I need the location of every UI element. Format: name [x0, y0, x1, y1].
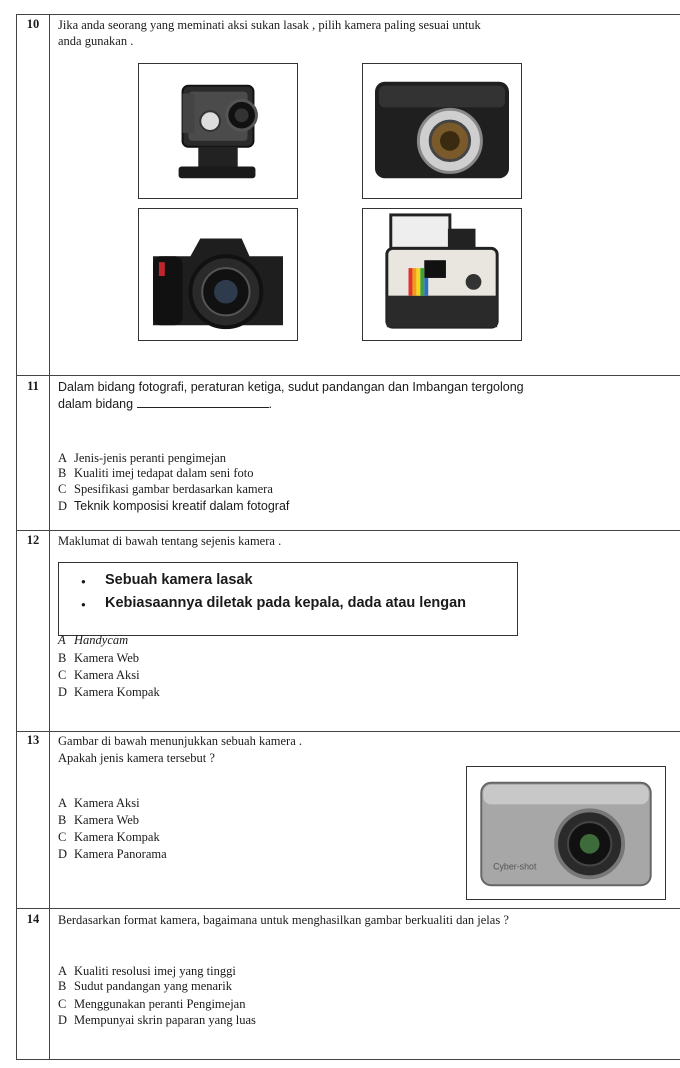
instant-camera-image[interactable]: [362, 208, 522, 341]
option-a[interactable]: [58, 795, 140, 811]
question-text: Gambar di bawah menunjukkan sebuah kamera .: [58, 734, 303, 748]
option-text: Sudut pandangan yang menarik: [74, 979, 232, 993]
option-d[interactable]: [58, 1012, 256, 1028]
option-text: Menggunakan peranti Pengimejan: [74, 997, 246, 1011]
row-divider: [16, 908, 680, 909]
compact-camera-image[interactable]: [362, 63, 522, 199]
option-c[interactable]: [58, 996, 245, 1012]
action-camera-icon: [139, 64, 297, 198]
info-bullet: ● Sebuah kamera lasak: [105, 572, 253, 588]
question-text: anda gunakan .: [58, 34, 134, 48]
option-letter: A: [58, 796, 68, 810]
option-text: Kamera Web: [74, 651, 140, 665]
question-text: Jika anda seorang yang meminati aksi sukan lasak , pilih kamera paling sesuai untuk: [58, 18, 481, 32]
option-letter: C: [58, 997, 67, 1011]
option-letter: D: [58, 685, 68, 699]
question-number: 10: [26, 17, 40, 31]
option-c[interactable]: [58, 829, 160, 845]
option-letter: C: [58, 668, 67, 682]
question-text: .: [268, 397, 273, 411]
option-a[interactable]: [58, 632, 128, 648]
question-number: 11: [27, 379, 39, 393]
option-d[interactable]: [58, 846, 167, 862]
option-text: Teknik komposisi kreatif dalam fotograf: [74, 499, 290, 513]
option-text: Kualiti resolusi imej yang tinggi: [74, 964, 236, 978]
option-a[interactable]: [58, 963, 236, 979]
question-text: Apakah jenis kamera tersebut ?: [58, 751, 215, 765]
option-text: Kamera Web: [74, 813, 140, 827]
option-c[interactable]: [58, 481, 273, 497]
dslr-camera-image[interactable]: [138, 208, 298, 341]
compact-camera-icon: [363, 64, 521, 198]
option-b[interactable]: [58, 465, 253, 481]
option-text: Kamera Panorama: [74, 847, 167, 861]
option-letter: C: [58, 830, 67, 844]
option-text: Kamera Kompak: [74, 830, 160, 844]
option-letter: D: [58, 847, 68, 861]
row-divider: [16, 731, 680, 732]
dslr-camera-icon: [139, 209, 297, 340]
question-text: Maklumat di bawah tentang sejenis kamera .: [58, 534, 282, 548]
option-letter: B: [58, 979, 67, 993]
question-text-line2: [58, 396, 272, 412]
option-letter: B: [58, 813, 67, 827]
question-text: dalam bidang: [58, 397, 134, 411]
option-letter: B: [58, 466, 67, 480]
info-bullet: ● Kebiasaannya diletak pada kepala, dada atau lengan: [105, 595, 466, 611]
question-text: Dalam bidang fotografi, peraturan ketiga, sudut pandangan dan Imbangan tergolong: [58, 380, 524, 394]
option-b[interactable]: [58, 812, 139, 828]
question-number: 12: [26, 533, 40, 547]
question-text: Berdasarkan format kamera, bagaimana untuk menghasilkan gambar berkualiti dan jelas ?: [58, 913, 509, 927]
option-a[interactable]: [58, 450, 226, 466]
option-text: Kamera Kompak: [74, 685, 160, 699]
cyber-shot-camera-image[interactable]: [466, 766, 666, 900]
option-letter: D: [58, 1013, 68, 1027]
option-b[interactable]: [58, 978, 232, 994]
question-number: 14: [26, 912, 40, 926]
option-letter: A: [58, 964, 68, 978]
action-camera-image[interactable]: [138, 63, 298, 199]
option-text: Jenis-jenis peranti pengimejan: [74, 451, 227, 465]
option-letter: B: [58, 651, 67, 665]
brand-label: Cyber-shot: [493, 861, 537, 872]
row-divider: [16, 375, 680, 376]
answer-blank: [137, 398, 269, 408]
option-letter: A: [58, 451, 68, 465]
option-c[interactable]: [58, 667, 140, 683]
option-text: Handycam: [74, 633, 129, 647]
option-text: Kualiti imej tedapat dalam seni foto: [74, 466, 254, 480]
option-text: Kamera Aksi: [74, 796, 140, 810]
option-text: Mempunyai skrin paparan yang luas: [74, 1013, 256, 1027]
compact-camera-icon: [467, 767, 665, 899]
option-letter: C: [58, 482, 67, 496]
option-text: Spesifikasi gambar berdasarkan kamera: [74, 482, 273, 496]
row-divider: [16, 530, 680, 531]
info-box: [58, 562, 518, 636]
option-d[interactable]: [58, 498, 289, 514]
instant-camera-icon: [363, 209, 521, 340]
option-text: Kamera Aksi: [74, 668, 140, 682]
option-letter: D: [58, 499, 68, 513]
question-number: 13: [26, 733, 40, 747]
option-b[interactable]: [58, 650, 139, 666]
option-d[interactable]: [58, 684, 160, 700]
option-letter: A: [58, 633, 66, 647]
